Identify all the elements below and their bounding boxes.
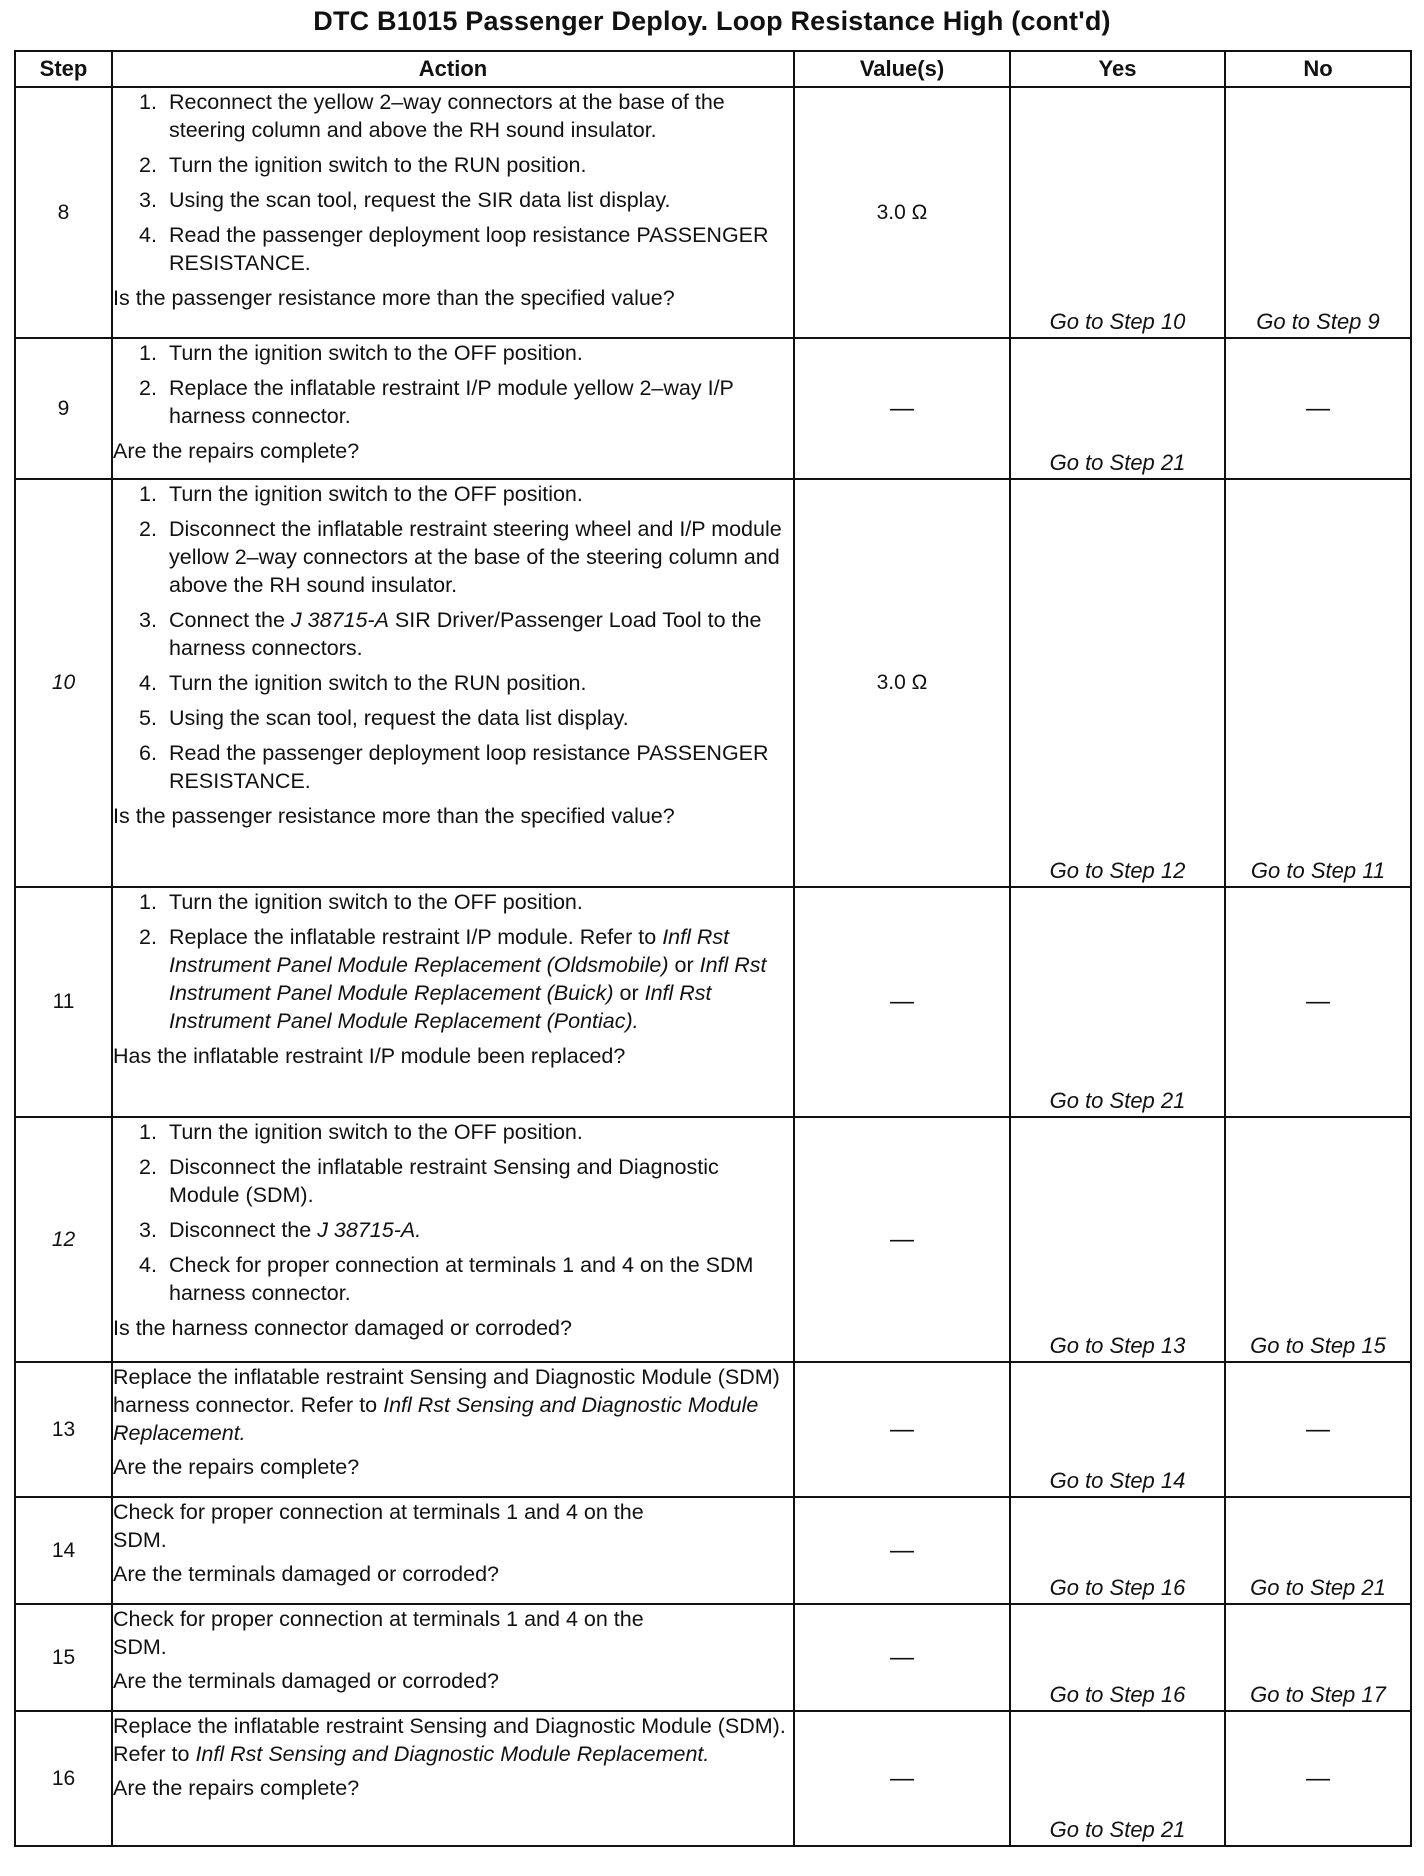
header-action: Action (112, 51, 794, 87)
header-step: Step (15, 51, 112, 87)
value-cell: — (794, 1604, 1010, 1711)
question-text: Are the terminals damaged or corroded? (113, 1669, 500, 1693)
action-cell (112, 87, 794, 338)
table-row (15, 1362, 1411, 1497)
list-item: 3. Disconnect the J 38715-A. (139, 1218, 422, 1242)
step-number: 10 (15, 479, 112, 887)
action-cell (112, 479, 794, 887)
list-item: 1. Turn the ignition switch to the OFF position. (139, 890, 583, 914)
list-item: 5. Using the scan tool, request the data list display. (139, 706, 629, 730)
table-row (15, 887, 1411, 1117)
yes-link[interactable]: Go to Step 16 (1049, 1682, 1186, 1707)
yes-cell (1010, 479, 1225, 887)
list-item: 4. Check for proper connection at terminals 1 and 4 on the SDM harness connector. (139, 1253, 754, 1305)
diagnostic-table (14, 50, 1412, 1847)
no-cell (1225, 1604, 1411, 1711)
page-title: DTC B1015 Passenger Deploy. Loop Resistance High (cont'd) (313, 6, 1111, 36)
yes-cell (1010, 887, 1225, 1117)
step-number: 8 (15, 87, 112, 338)
value-cell: — (794, 1117, 1010, 1362)
question-text: Has the inflatable restraint I/P module been replaced? (113, 1044, 626, 1068)
action-cell (112, 338, 794, 479)
header-yes: Yes (1010, 51, 1225, 87)
yes-cell (1010, 1362, 1225, 1497)
no-link[interactable]: Go to Step 9 (1256, 309, 1380, 334)
yes-cell (1010, 87, 1225, 338)
list-item: 1. Turn the ignition switch to the OFF position. (139, 482, 583, 506)
question-text: Are the terminals damaged or corroded? (113, 1562, 500, 1586)
value-cell: 3.0 Ω (794, 87, 1010, 338)
value-cell: 3.0 Ω (794, 479, 1010, 887)
yes-link[interactable]: Go to Step 21 (1049, 450, 1186, 475)
list-item: 2. Disconnect the inflatable restraint steering wheel and I/P module yellow 2–way connectors at the base of the steering column and above the RH sound insulator. (139, 517, 782, 597)
action-cell (112, 1497, 794, 1604)
action-cell (112, 887, 794, 1117)
step-number: 13 (15, 1362, 112, 1497)
no-cell: — (1225, 1711, 1411, 1846)
table-row (15, 479, 1411, 887)
yes-link[interactable]: Go to Step 21 (1049, 1088, 1186, 1113)
table-row (15, 1711, 1411, 1846)
step-number: 11 (15, 887, 112, 1117)
list-item: 3. Connect the J 38715-A SIR Driver/Passenger Load Tool to the harness connectors. (139, 608, 762, 660)
action-paragraph: Check for proper connection at terminals 1 and 4 on the SDM. (113, 1607, 644, 1659)
value-cell: — (794, 1362, 1010, 1497)
no-link[interactable]: Go to Step 11 (1250, 858, 1386, 883)
table-row (15, 338, 1411, 479)
yes-cell (1010, 338, 1225, 479)
value-cell: — (794, 338, 1010, 479)
list-item: 2. Turn the ignition switch to the RUN position. (139, 153, 587, 177)
yes-link[interactable]: Go to Step 14 (1049, 1468, 1186, 1493)
yes-cell (1010, 1604, 1225, 1711)
yes-cell (1010, 1711, 1225, 1846)
no-cell (1225, 87, 1411, 338)
list-item: 1. Reconnect the yellow 2–way connectors at the base of the steering column and above the RH sound insulator. (139, 90, 725, 142)
list-item: 6. Read the passenger deployment loop resistance PASSENGER RESISTANCE. (139, 741, 769, 793)
no-link[interactable]: Go to Step 21 (1250, 1575, 1386, 1600)
question-text: Is the passenger resistance more than the specified value? (113, 804, 675, 828)
action-cell (112, 1711, 794, 1846)
no-link[interactable]: Go to Step 17 (1250, 1682, 1386, 1707)
value-cell: — (794, 1711, 1010, 1846)
yes-link[interactable]: Go to Step 12 (1049, 858, 1186, 883)
value-cell: — (794, 1497, 1010, 1604)
list-item: 1. Turn the ignition switch to the OFF position. (139, 1120, 583, 1144)
no-cell (1225, 1497, 1411, 1604)
header-row (15, 51, 1411, 87)
no-link[interactable]: Go to Step 15 (1250, 1333, 1386, 1358)
no-cell: — (1225, 1362, 1411, 1497)
yes-link[interactable]: Go to Step 21 (1049, 1817, 1186, 1842)
list-item: 1. Turn the ignition switch to the OFF position. (139, 341, 583, 365)
table-row (15, 1497, 1411, 1604)
action-cell (112, 1362, 794, 1497)
action-paragraph: Check for proper connection at terminals 1 and 4 on the SDM. (113, 1500, 644, 1552)
step-number: 12 (15, 1117, 112, 1362)
question-text: Are the repairs complete? (113, 1776, 360, 1800)
value-cell: — (794, 887, 1010, 1117)
header-no: No (1225, 51, 1411, 87)
list-item: 2. Disconnect the inflatable restraint Sensing and Diagnostic Module (SDM). (139, 1155, 719, 1207)
list-item: 4. Read the passenger deployment loop resistance PASSENGER RESISTANCE. (139, 223, 769, 275)
table-row (15, 1604, 1411, 1711)
yes-link[interactable]: Go to Step 16 (1049, 1575, 1186, 1600)
table-row (15, 1117, 1411, 1362)
yes-cell (1010, 1117, 1225, 1362)
action-paragraph: Replace the inflatable restraint Sensing and Diagnostic Module (SDM). Refer to Infl Rst Sensing and Diagnostic Module Replacement. (113, 1714, 786, 1766)
list-item: 2. Replace the inflatable restraint I/P module. Refer to Infl Rst Instrument Panel Module Replacement (Oldsmobile) or Infl Rst Instrument Panel Module Replacement (Buick) or Infl Rst Instrument Panel Module Replacement (Pontiac). (139, 925, 767, 1033)
list-item: 3. Using the scan tool, request the SIR data list display. (139, 188, 671, 212)
action-cell (112, 1604, 794, 1711)
list-item: 4. Turn the ignition switch to the RUN position. (139, 671, 587, 695)
step-number: 16 (15, 1711, 112, 1846)
no-cell (1225, 1117, 1411, 1362)
question-text: Is the harness connector damaged or corroded? (113, 1316, 572, 1340)
step-number: 15 (15, 1604, 112, 1711)
yes-link[interactable]: Go to Step 10 (1049, 309, 1186, 334)
list-item: 2. Replace the inflatable restraint I/P module yellow 2–way I/P harness connector. (139, 376, 734, 428)
question-text: Is the passenger resistance more than the specified value? (113, 286, 675, 310)
yes-link[interactable]: Go to Step 13 (1049, 1333, 1186, 1358)
header-values: Value(s) (794, 51, 1010, 87)
action-paragraph: Replace the inflatable restraint Sensing and Diagnostic Module (SDM) harness connector. Refer to Infl Rst Sensing and Diagnostic Module Replacement. (113, 1365, 780, 1445)
question-text: Are the repairs complete? (113, 1455, 360, 1479)
step-number: 9 (15, 338, 112, 479)
step-number: 14 (15, 1497, 112, 1604)
no-cell (1225, 479, 1411, 887)
action-cell (112, 1117, 794, 1362)
table-row (15, 87, 1411, 338)
no-cell: — (1225, 338, 1411, 479)
question-text: Are the repairs complete? (113, 439, 360, 463)
no-cell: — (1225, 887, 1411, 1117)
yes-cell (1010, 1497, 1225, 1604)
